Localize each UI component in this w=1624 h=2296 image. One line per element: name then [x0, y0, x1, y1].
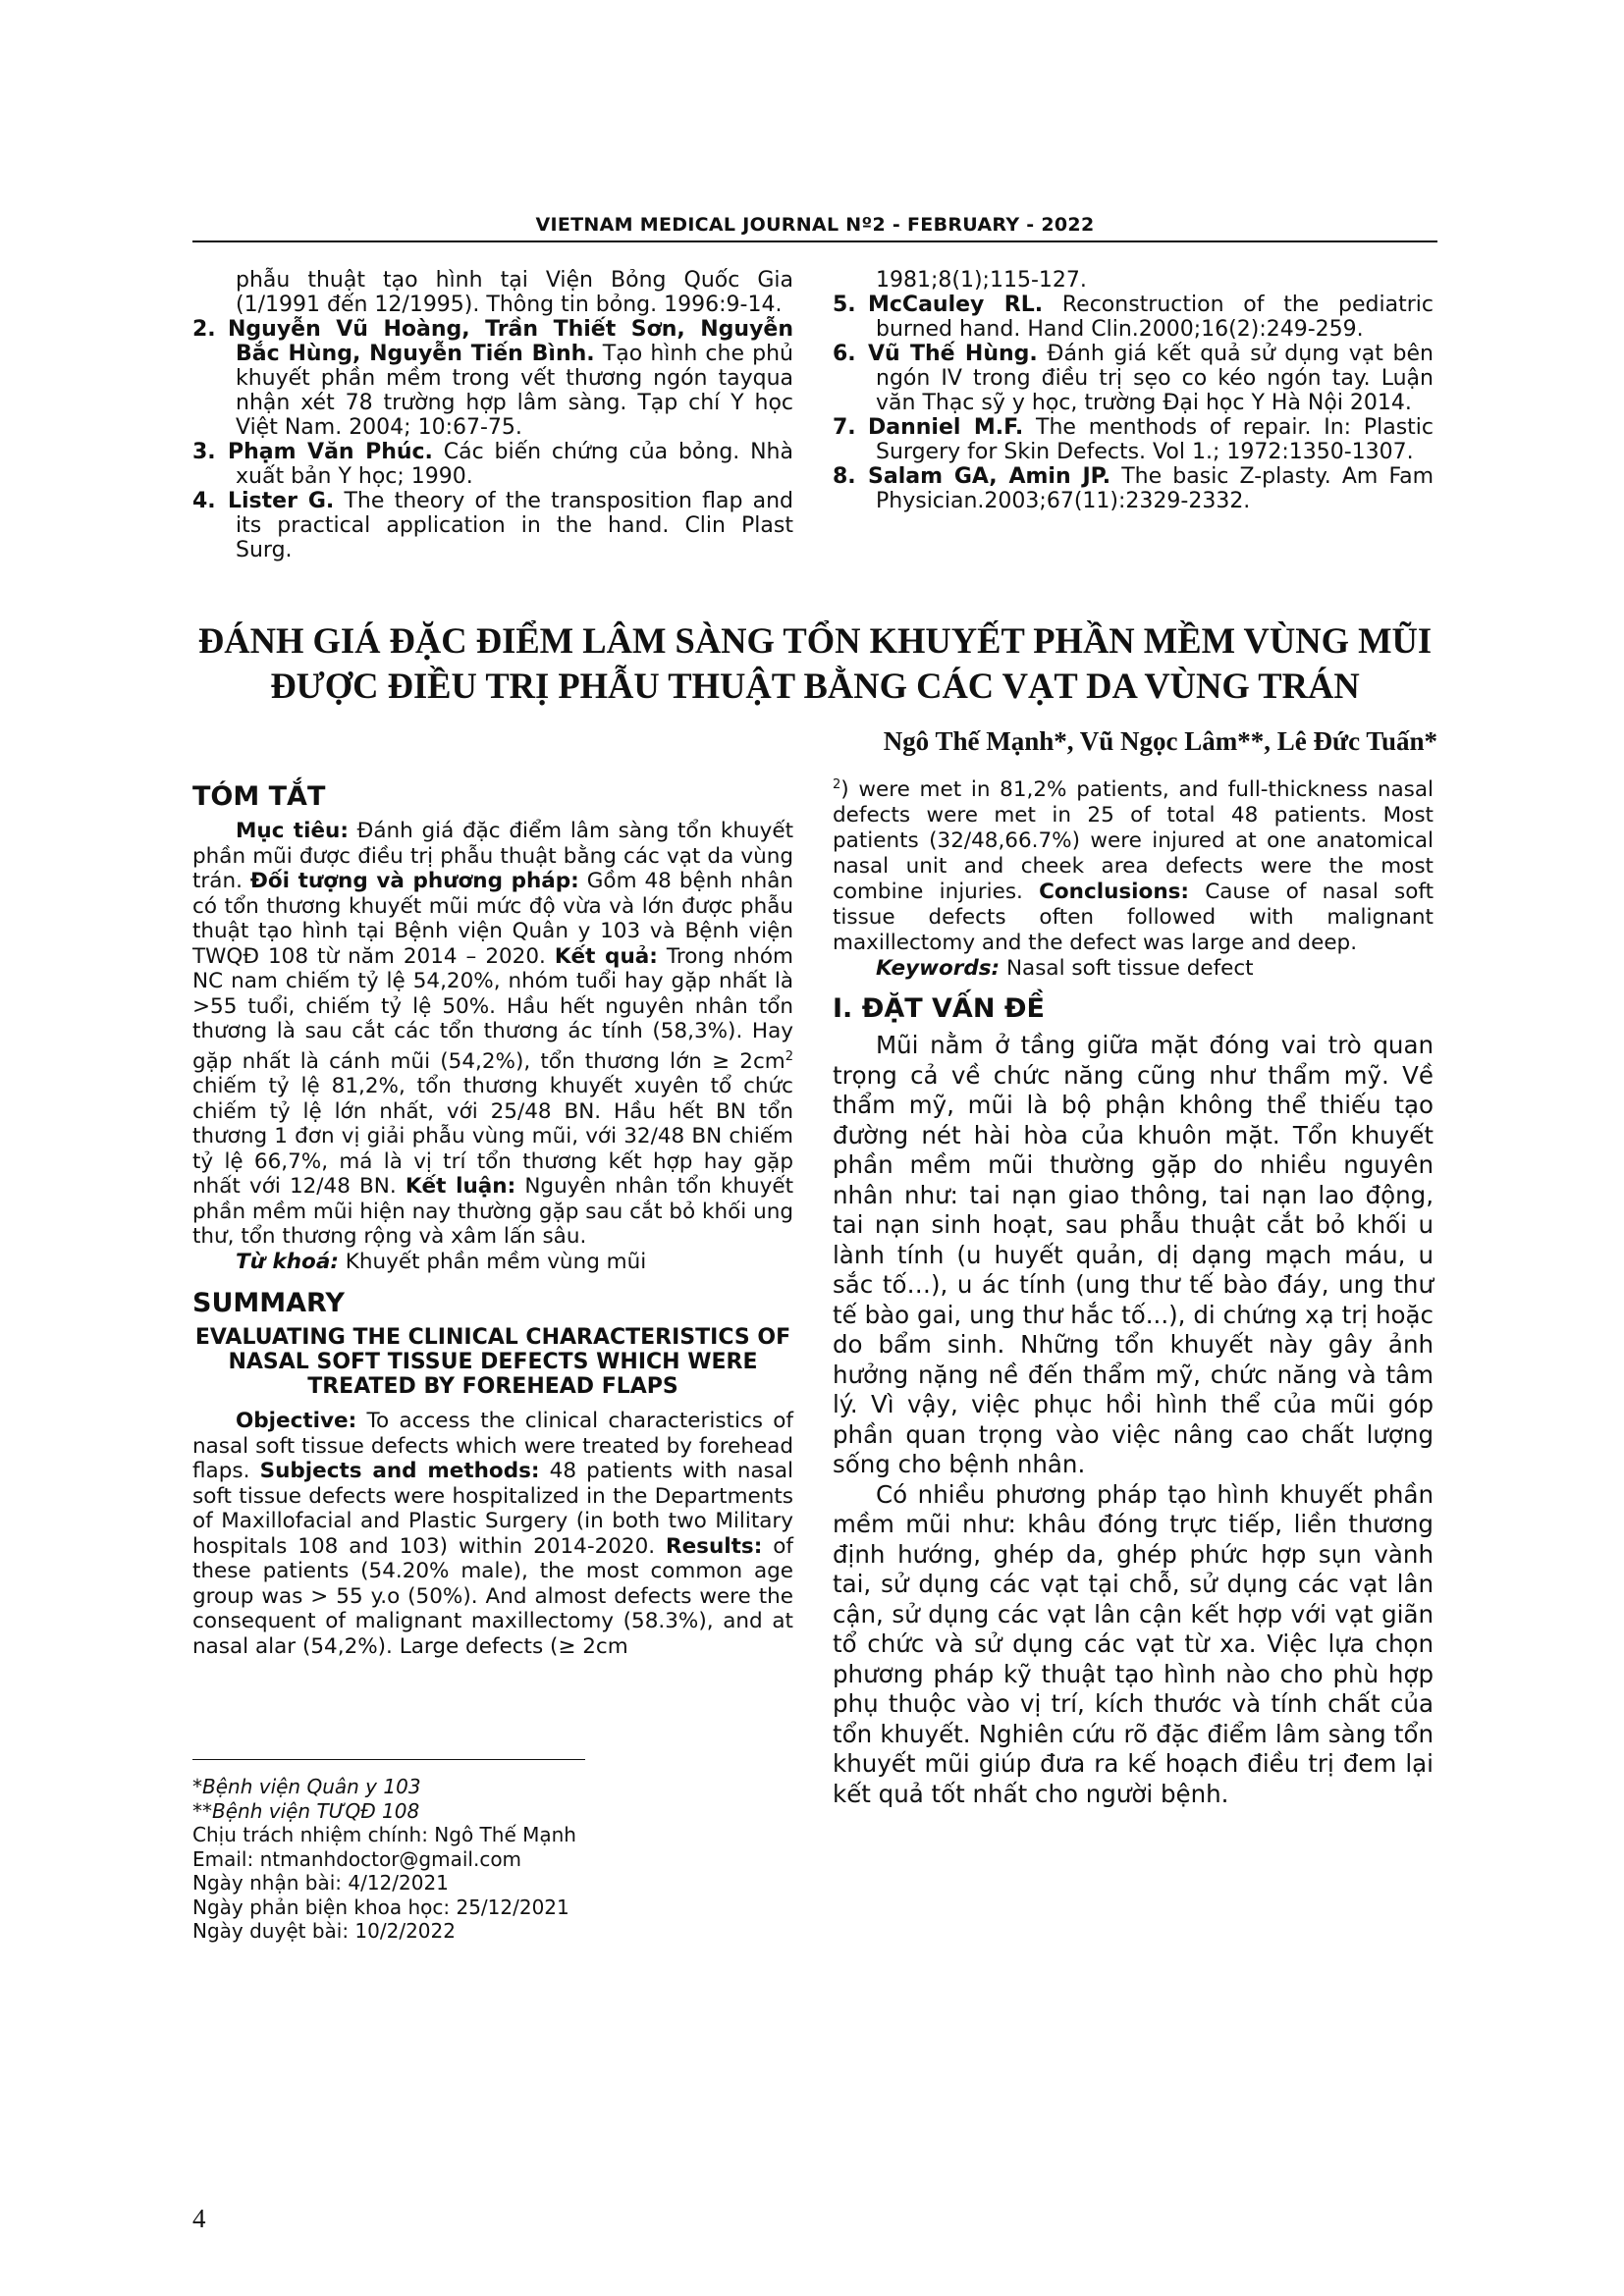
running-header: VIETNAM MEDICAL JOURNAL Nº2 - FEBRUARY - 2022: [535, 214, 1095, 236]
reference-item: 2. Nguyễn Vũ Hoàng, Trần Thiết Sơn, Nguyễn Bắc Hùng, Nguyễn Tiến Bình. Tạo hình che phủ khuyết phần mềm trong vết thương ngón tayqua nhận xét 78 trường hợp lâm sàng. Tạp chí Y học Việt Nam. 2004; 10:67-75.: [192, 317, 793, 440]
article-authors: Ngô Thế Mạnh*, Vũ Ngọc Lâm**, Lê Đức Tuấn*: [883, 726, 1437, 756]
references-left-column: [192, 268, 793, 562]
footnotes: [192, 1775, 801, 1944]
reference-item: 4. Lister G. The theory of the transposition flap and its practical application in the hand. Clin Plast Surg.: [192, 489, 794, 562]
english-title: EVALUATING THE CLINICAL CHARACTERISTICS OF NASAL SOFT TISSUE DEFECTS WHICH WERE TREATED BY FOREHEAD FLAPS: [194, 1325, 791, 1400]
section-heading-intro: I. ĐẶT VẤN ĐỀ: [833, 993, 1045, 1025]
references-right-column: [833, 268, 1434, 513]
footnote-affiliation: **Bệnh viện TƯQĐ 108: [192, 1798, 420, 1823]
footnote-accepted: Ngày duyệt bài: 10/2/2022: [192, 1919, 456, 1943]
reference-continuation: 1981;8(1);115-127.: [876, 268, 1087, 293]
keywords-vietnamese: Từ khoá: Khuyết phần mềm vùng mũi: [236, 1249, 647, 1274]
header-rule: [192, 240, 1437, 242]
abstract-vietnamese: Mục tiêu: Đánh giá đặc điểm lâm sàng tổn khuyết phần mũi được điều trị phẫu thuật bằng các vạt da vùng trán. Đối tượng và phương pháp: Gồm 48 bệnh nhân có tổn thương khuyết mũi mức độ vừa và lớn được phẫu thuật tạo hình tại Bệnh viện Quân y 103 và Bệnh viện TWQĐ 108 từ năm 2014 – 2020. Kết quả: Trong nhóm NC nam chiếm tỷ lệ 54,20%, nhóm tuổi hay gặp nhất là >55 tuổi, chiếm tỷ lệ 50%. Hầu hết nguyên nhân tổn thương là sau cắt các tổn thương ác tính (58,3%). Hay gặp nhất là cánh mũi (54,2%), tổn thương lớn ≥ $2cm^2$ chiếm tỷ lệ 81,2%, tổn thương khuyết xuyên tổ chức chiếm tỷ lệ lớn nhất, với 25/48 BN. Hầu hết BN tổn thương 1 đơn vị giải phẫu vùng mũi, với 32/48 BN chiếm tỷ lệ 66,7%, má là vị trí tổn thương kết hợp hay gặp nhất với 12/48 BN. Kết luận: Nguyên nhân tổn khuyết phần mềm mũi hiện nay thường gặp sau cắt bỏ khối ung thư, tổn thương rộng và xâm lấn sâu.: [192, 819, 793, 1250]
abstract-column: [192, 781, 793, 1659]
intro-paragraph: Có nhiều phương pháp tạo hình khuyết phần mềm mũi như: khâu đóng trực tiếp, liền thương định hướng, ghép da, ghép phức hợp sụn vành tai, sử dụng các vạt tại chỗ, sử dụng các vạt lân cận, sử dụng các vạt lân cận kết hợp với vạt giãn tổ chức và sử dụng các vạt từ xa. Việc lựa chọn phương pháp kỹ thuật tạo hình nào cho phù hợp phụ thuộc vào vị trí, kích thước và tính chất của tổn khuyết. Nghiên cứu rõ đặc điểm lâm sàng tổn khuyết mũi giúp đưa ra kế hoạch điều trị đem lại kết quả tốt nhất cho người bệnh.: [833, 1479, 1434, 1808]
footnote-reviewed: Ngày phản biện khoa học: 25/12/2021: [192, 1895, 569, 1919]
keywords-english: Keywords: Nasal soft tissue defect: [876, 956, 1254, 982]
intro-paragraph: Mũi nằm ở tầng giữa mặt đóng vai trò quan trọng cả về chức năng cũng như thẩm mỹ. Về thẩm mỹ, mũi là bộ phận không thể thiếu tạo đường nét hài hòa của khuôn mặt. Tổn khuyết phần mềm mũi thường gặp do nhiều nguyên nhân như: tai nạn giao thông, tai nạn lao động, tai nạn sinh hoạt, sau phẫu thuật cắt bỏ khối u lành tính (u huyết quản, dị dạng mạch máu, u sắc tố…), u ác tính (ung thư tế bào đáy, ung thư tế bào gai, ung thư hắc tố...), di chứng xạ trị hoặc do bẩm sinh. Những tổn khuyết này gây ảnh hưởng nặng nề đến thẩm mỹ, chức năng và tâm lý. Vì vậy, việc phục hồi hình thể của mũi góp phần quan trọng vào việc nâng cao chất lượng sống cho bệnh nhân.: [833, 1031, 1434, 1479]
article-title-line: ĐƯỢC ĐIỀU TRỊ PHẪU THUẬT BẰNG CÁC VẠT DA VÙNG TRÁN: [270, 666, 1360, 706]
reference-continuation: phẫu thuật tạo hình tại Viện Bỏng Quốc Gia (1/1991 đến 12/1995). Thông tin bỏng. 1996:9-14.: [236, 268, 793, 317]
article-title-line: ĐÁNH GIÁ ĐẶC ĐIỂM LÂM SÀNG TỔN KHUYẾT PHẦN MỀM VÙNG MŨI: [197, 620, 1433, 661]
reference-item: 6. Vũ Thế Hùng. Đánh giá kết quả sử dụng vạt bên ngón IV trong điều trị sẹo co kéo ngón tay. Luận văn Thạc sỹ y học, trường Đại học Y Hà Nội 2014.: [833, 342, 1434, 415]
footnote-affiliation: *Bệnh viện Quân y 103: [192, 1775, 421, 1798]
reference-item: 8. Salam GA, Amin JP. The basic Z-plasty. Am Fam Physician.2003;67(11):2329-2332.: [833, 464, 1435, 513]
section-heading-tomtat: TÓM TẮT: [192, 781, 326, 812]
abstract-english-continued: $^2$) were met in 81,2% patients, and full-thickness nasal defects were met in 25 of total 48 patients. Most patients (32/48,66.7%) were injured at one anatomical nasal unit and cheek area defects were the most combine injuries. Conclusions: Cause of nasal soft tissue defects often followed with malignant maxillectomy and the defect was large and deep.: [833, 777, 1434, 956]
reference-item: 5. McCauley RL. Reconstruction of the pediatric burned hand. Hand Clin.2000;16(2):249-259.: [833, 293, 1434, 342]
footnote-rule: [192, 1759, 585, 1760]
article-title: [192, 618, 1437, 709]
reference-item: 3. Phạm Văn Phúc. Các biến chứng của bỏng. Nhà xuất bản Y học; 1990.: [192, 440, 793, 489]
reference-item: 7. Danniel M.F. The menthods of repair. In: Plastic Surgery for Skin Defects. Vol 1.; 1972:1350-1307.: [833, 415, 1434, 464]
section-heading-summary: SUMMARY: [192, 1288, 345, 1319]
page-number: 4: [192, 2204, 206, 2233]
body-column-right: [833, 773, 1434, 1809]
footnote-email: Email: ntmanhdoctor@gmail.com: [192, 1846, 522, 1871]
footnote-corresponding: Chịu trách nhiệm chính: Ngô Thế Mạnh: [192, 1823, 576, 1846]
abstract-english: Objective: To access the clinical characteristics of nasal soft tissue defects which were treated by forehead flaps. Subjects and methods: 48 patients with nasal soft tissue defects were hospitalized in the Departments of Maxillofacial and Plastic Surgery (in both two Military hospitals 108 and 103) within 2014-2020. Results: of these patients (54.20% male), the most common age group was > 55 y.o (50%). And almost defects were the consequent of malignant maxillectomy (58.3%), and at nasal alar (54,2%). Large defects (≥ 2cm: [192, 1409, 793, 1659]
footnote-received: Ngày nhận bài: 4/12/2021: [192, 1871, 449, 1895]
